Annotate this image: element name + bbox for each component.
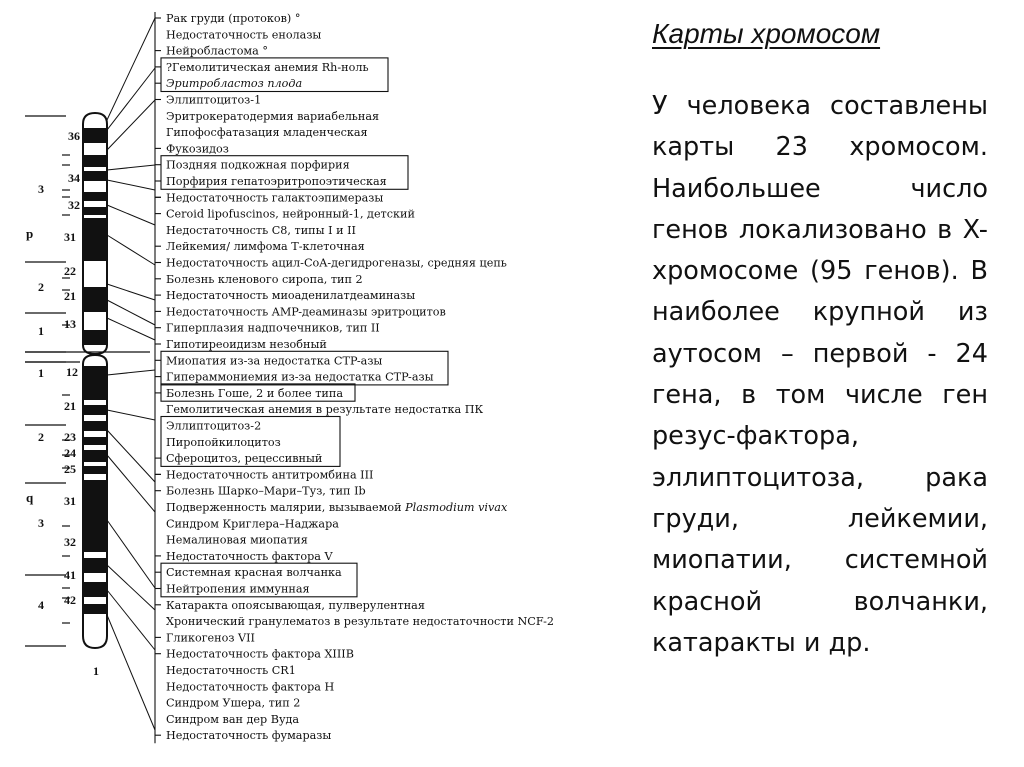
chromosome-dark-band [83, 207, 107, 215]
band-label: 13 [64, 317, 76, 331]
leader-line [107, 68, 155, 130]
gene-label: Поздняя подкожная порфирия [166, 158, 350, 172]
gene-label: Болезнь Гоше, 2 и более типа [166, 386, 344, 400]
region-label: 3 [38, 516, 44, 530]
gene-label: Синдром Ушера, тип 2 [166, 696, 301, 710]
gene-label: Синдром ван дер Вуда [166, 712, 300, 726]
band-label: 32 [68, 198, 80, 212]
band-label: 22 [64, 264, 76, 278]
gene-label: Недостаточность галактоэпимеразы [166, 191, 384, 205]
band-label: 23 [64, 430, 76, 444]
band-label: 31 [64, 494, 76, 508]
slide-title: Карты хромосом [652, 18, 881, 49]
gene-label: Недостаточность ацил-CoA-дегидрогеназы, средняя цепь [166, 256, 507, 270]
gene-label: Недостаточность фактора H [166, 680, 335, 694]
region-label: 1 [38, 324, 44, 338]
leader-line [107, 590, 155, 650]
region-label: 1 [93, 664, 99, 678]
gene-label: Гиперплазия надпочечников, тип II [166, 321, 380, 335]
chromosome-dark-band [83, 466, 107, 474]
gene-label: Гипераммониемия из-за недостатка CTP-азы [166, 370, 434, 384]
leader-line [107, 370, 155, 375]
gene-label: Гипофосфатазация младенческая [166, 126, 368, 140]
chromosome-dark-band [83, 366, 107, 400]
gene-label: Нейробластома ° [166, 44, 268, 58]
gene-label: Хронический гранулематоз в результате недостаточности NCF-2 [166, 615, 554, 629]
chromosome-dark-band [83, 330, 107, 345]
gene-label: Порфирия гепатоэритропоэтическая [166, 175, 387, 188]
band-label: 36 [68, 129, 80, 143]
gene-label: Катаракта опоясывающая, пулверулентная [166, 598, 425, 612]
chromosome-dark-band [83, 155, 107, 167]
gene-label: Недостаточность фактора XIIIB [166, 647, 354, 661]
chromosome-dark-band [83, 128, 107, 143]
band-label: 32 [64, 535, 76, 549]
leader-line [107, 455, 155, 512]
leader-line [107, 430, 155, 482]
gene-label: Эллиптоцитоз-1 [166, 93, 262, 107]
gene-label: Болезнь кленового сиропа, тип 2 [166, 272, 363, 286]
chromosome-dark-band [83, 405, 107, 415]
gene-label: ?Гемолитическая анемия Rh-ноль [166, 60, 369, 74]
gene-label: Недостаточность фумаразы [166, 729, 332, 743]
leader-line [107, 180, 155, 190]
gene-label: Ceroid lipofuscinos, нейронный-1, детский [166, 207, 415, 221]
region-label: 2 [38, 280, 44, 294]
gene-label: Эритрокератодермия вариабельная [166, 109, 380, 123]
gene-label: Подверженность малярии, вызываемой Plasmodium vivax [166, 501, 508, 514]
gene-label: Недостаточность CR1 [166, 664, 296, 677]
arm-label: q [26, 490, 34, 505]
leader-line [107, 520, 155, 588]
band-label: 21 [64, 399, 76, 413]
gene-label: Нейтропения иммунная [166, 582, 310, 596]
leader-line [107, 284, 155, 300]
gene-label: Недостаточность фактора V [166, 549, 333, 563]
leader-line [107, 235, 155, 265]
chromosome-dark-band [83, 604, 107, 614]
chromosome-dark-band [83, 421, 107, 431]
chromosome-dark-band [83, 480, 107, 552]
leader-line [107, 565, 155, 610]
gene-label: Системная красная волчанка [166, 566, 342, 580]
band-label: 25 [64, 462, 76, 476]
arm-label: p [26, 226, 34, 241]
slide-body-text [652, 86, 988, 664]
band-label: 34 [68, 171, 80, 185]
gene-label: Гемолитическая анемия в результате недостатка ПК [166, 403, 484, 417]
gene-label: Немалиновая миопатия [166, 533, 308, 547]
region-label: 3 [38, 182, 44, 196]
gene-label: Сфероцитоз, рецессивный [166, 452, 323, 466]
gene-label: Пиропойкилоцитоз [166, 435, 281, 449]
band-label: 31 [64, 230, 76, 244]
region-label: 4 [38, 598, 44, 612]
gene-label: Эллиптоцитоз-2 [166, 419, 262, 433]
leader-line [107, 410, 155, 420]
body-paragraph: У человека составлены карты 23 хромосом. Наибольшее число генов локализовано в X-хромосоме (95 генов). В наиболее крупной из аутосом – первой - 24 гена, в том числе ген резус-фактора, эллиптоцитоза, рака груди, лейкемии, миопатии, системной красной волчанки, катаракты и др. [652, 91, 988, 658]
band-label: 41 [64, 568, 76, 582]
gene-label: Недостаточность енолазы [166, 28, 322, 42]
chromosome-dark-band [83, 171, 107, 181]
gene-label: Недостаточность миоаденилатдеаминазы [166, 289, 416, 303]
chromosome-dark-band [83, 192, 107, 201]
region-label: 1 [38, 366, 44, 380]
chromosome-dark-band [83, 582, 107, 597]
leader-line [107, 205, 155, 225]
gene-label: Болезнь Шарко–Мари–Туз, тип Ib [166, 484, 366, 498]
gene-label: Гипотиреоидизм незобный [166, 338, 327, 351]
gene-label: Гликогеноз VII [166, 631, 255, 645]
leader-line [107, 18, 155, 120]
chromosome-dark-band [83, 558, 107, 573]
gene-label: Рак груди (протоков) ° [166, 12, 301, 25]
gene-label: Лейкемия/ лимфома Т-клеточная [166, 240, 365, 254]
chromosome-dark-band [83, 218, 107, 261]
gene-label: Недостаточность С8, типы I и II [166, 223, 356, 237]
leader-line [107, 165, 155, 170]
chromosome-dark-band [83, 450, 107, 462]
leader-line [107, 615, 155, 730]
band-label: 21 [64, 289, 76, 303]
gene-label: Фукозидоз [166, 142, 229, 156]
region-label: 2 [38, 430, 44, 444]
gene-label: Синдром Криглера–Наджара [166, 517, 339, 531]
band-label: 24 [64, 446, 76, 460]
leader-line [107, 100, 155, 150]
gene-label: Миопатия из-за недостатка CTP-азы [166, 354, 383, 368]
chromosome-dark-band [83, 287, 107, 312]
gene-label: Эритробластоз плода [166, 77, 303, 91]
gene-label: Недостаточность антитромбина III [166, 468, 374, 482]
gene-label: Недостаточность AMP-деаминазы эритроцитов [166, 305, 446, 319]
band-label: 12 [66, 365, 78, 379]
chromosome-dark-band [83, 437, 107, 445]
band-label: 42 [64, 593, 76, 607]
